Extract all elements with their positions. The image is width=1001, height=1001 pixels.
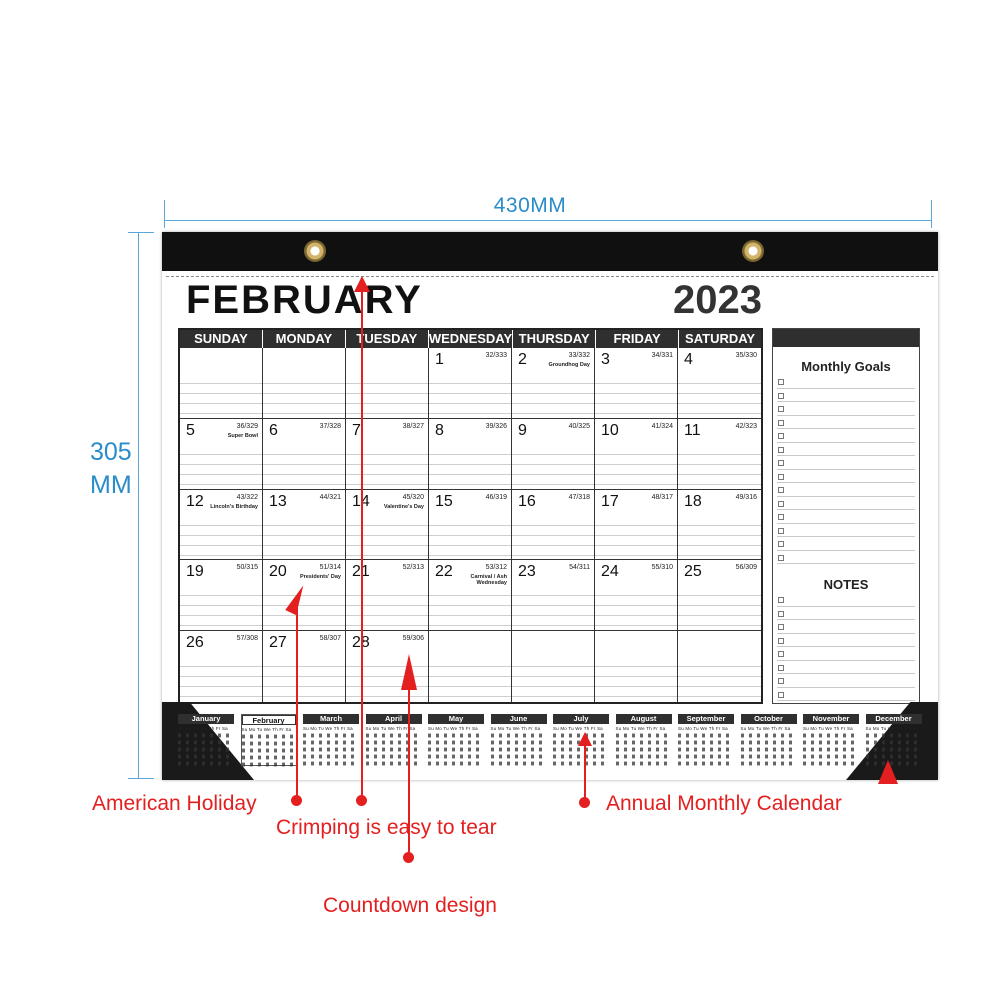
hanging-eyelet-icon (742, 240, 764, 262)
mini-day-row (741, 762, 797, 766)
mini-day-row (553, 748, 609, 752)
day-number: 17 (601, 492, 619, 510)
mini-day-row (741, 741, 797, 745)
mini-weekday-header: Su Mo Tu We Th Fr Sa (490, 726, 541, 731)
checkbox-icon[interactable] (778, 528, 784, 534)
corner-arrow-icon (878, 760, 898, 784)
writing-line[interactable] (777, 470, 915, 484)
mini-day-row (866, 748, 922, 752)
checkbox-icon[interactable] (778, 638, 784, 644)
mini-day-row (178, 762, 234, 766)
mini-weekday-header: Su Mo Tu We Th Fr Sa (365, 726, 416, 731)
countdown-text: 45/320 (402, 493, 424, 501)
day-cell-header (678, 631, 761, 657)
mini-weekday-header: Su Mo Tu We Th Fr Sa (303, 726, 353, 731)
height-dimension-label (90, 436, 152, 502)
mini-day-rows (491, 732, 547, 767)
day-cell[interactable] (512, 560, 595, 631)
checkbox-icon[interactable] (778, 474, 784, 480)
day-number: 22 (435, 563, 453, 581)
mini-day-row (553, 755, 609, 759)
day-cell[interactable] (678, 490, 761, 561)
mini-day-row (678, 762, 734, 766)
writing-line[interactable] (777, 389, 915, 403)
mini-day-row (678, 741, 734, 745)
day-cell-header (595, 631, 677, 657)
day-number: 9 (518, 421, 527, 439)
day-cell[interactable] (595, 560, 678, 631)
mini-day-rows (616, 732, 672, 767)
day-cell[interactable] (346, 490, 429, 561)
holiday-text: Groundhog Day (548, 362, 590, 368)
writing-line[interactable] (777, 456, 915, 470)
mini-day-row (803, 741, 859, 745)
mini-day-row (303, 755, 359, 759)
writing-line[interactable] (777, 661, 915, 675)
day-cell[interactable] (346, 560, 429, 631)
mini-day-row (491, 762, 547, 766)
american-holiday-label: American Holiday (92, 792, 257, 815)
day-cell-header (180, 348, 262, 374)
writing-line[interactable] (777, 402, 915, 416)
writing-line[interactable] (777, 537, 915, 551)
day-number: 6 (269, 421, 278, 439)
countdown-text: 48/317 (651, 493, 673, 501)
day-cell[interactable] (678, 631, 761, 702)
holiday-marker-dot (291, 795, 302, 806)
weekday-header: SATURDAY (679, 330, 761, 348)
day-number: 14 (352, 492, 370, 510)
mini-weekday-header: Su Mo Tu We Th Fr Sa (865, 726, 916, 731)
mini-day-row (741, 734, 797, 738)
day-number: 10 (601, 421, 619, 439)
countdown-text: 58/307 (319, 635, 341, 643)
height-dimension-unit: MM (90, 471, 132, 499)
countdown-text: 32/333 (485, 352, 507, 359)
day-cell[interactable] (180, 419, 263, 490)
hanging-eyelet-icon (304, 240, 326, 262)
crimping-marker-dot (356, 795, 367, 806)
checkbox-icon[interactable] (778, 624, 784, 630)
mini-day-row (303, 734, 359, 738)
mini-month-calendar (678, 714, 734, 767)
annual-marker-line (584, 740, 586, 802)
checkbox-icon[interactable] (778, 692, 784, 698)
day-cell[interactable] (595, 631, 678, 702)
weekday-header: WEDNESDAY (428, 331, 513, 346)
mini-day-rows (366, 732, 422, 767)
countdown-marker-dot (403, 852, 414, 863)
mini-day-row (178, 734, 234, 738)
checkbox-icon[interactable] (778, 541, 784, 547)
mini-day-row (553, 762, 609, 766)
goals-lines (777, 375, 915, 564)
writing-line[interactable] (777, 524, 915, 538)
writing-line[interactable] (777, 416, 915, 430)
countdown-text: 57/308 (236, 635, 258, 643)
day-cell[interactable] (512, 419, 595, 490)
mini-day-row (242, 756, 296, 760)
day-cell[interactable] (263, 490, 346, 561)
mini-day-row (366, 762, 422, 766)
weekday-header: TUESDAY (346, 330, 429, 348)
weekday-header: SUNDAY (180, 330, 263, 348)
day-cell[interactable] (595, 490, 678, 561)
mini-day-row (678, 734, 734, 738)
day-cell[interactable] (512, 631, 595, 702)
writing-line[interactable] (777, 593, 915, 607)
day-cell[interactable] (180, 631, 263, 702)
mini-day-row (616, 755, 672, 759)
mini-month-name: May (428, 714, 484, 724)
mini-day-row (803, 755, 859, 759)
mini-day-row (491, 755, 547, 759)
mini-month-name: March (303, 714, 359, 724)
mini-day-row (366, 741, 422, 745)
mini-weekday-header: Su Mo Tu We Th Fr Sa (740, 726, 791, 731)
day-number: 16 (518, 492, 536, 510)
countdown-text: 41/324 (651, 422, 673, 430)
checkbox-icon[interactable] (778, 501, 784, 507)
mini-day-row (491, 741, 547, 745)
day-cell-header (263, 348, 345, 374)
countdown-label: Countdown design (323, 894, 497, 917)
countdown-text: 35/330 (735, 352, 757, 359)
writing-line[interactable] (777, 647, 915, 661)
mini-month-name: October (741, 714, 797, 724)
width-dimension-tick-left (164, 200, 165, 228)
checkbox-icon[interactable] (778, 555, 784, 561)
countdown-text: 50/315 (236, 564, 258, 572)
mini-month-calendar (428, 714, 484, 767)
mini-month-name: December (866, 714, 922, 724)
crimping-label: Crimping is easy to tear (276, 816, 497, 839)
countdown-text: 38/327 (402, 422, 424, 430)
countdown-text: 39/326 (485, 422, 507, 430)
mini-month-name: April (366, 714, 422, 724)
checkbox-icon[interactable] (778, 597, 784, 603)
width-dimension-label: 430MM (493, 194, 567, 217)
writing-line[interactable] (777, 551, 915, 565)
checkbox-icon[interactable] (778, 447, 784, 453)
mini-month-name: September (678, 714, 734, 724)
checkbox-icon[interactable] (778, 514, 784, 520)
writing-line[interactable] (777, 607, 915, 621)
day-cell[interactable] (429, 490, 512, 561)
countdown-text: 34/331 (651, 352, 673, 359)
mini-day-rows (428, 732, 484, 767)
countdown-text: 56/309 (735, 564, 757, 572)
countdown-text: 53/312 (485, 564, 507, 572)
mini-day-row (242, 763, 296, 767)
day-cell[interactable] (595, 419, 678, 490)
mini-day-row (803, 762, 859, 766)
mini-day-row (303, 741, 359, 745)
day-number: 2 (518, 351, 527, 368)
checkbox-icon[interactable] (778, 487, 784, 493)
annual-arrow-icon (578, 732, 592, 746)
mini-day-row (678, 755, 734, 759)
countdown-text: 42/323 (735, 422, 757, 430)
side-panel-header (773, 329, 919, 347)
day-cell[interactable] (346, 419, 429, 490)
mini-day-row (366, 755, 422, 759)
checkbox-icon[interactable] (778, 433, 784, 439)
notes-title: NOTES (823, 577, 869, 592)
holiday-text: Lincoln's Birthday (210, 503, 258, 510)
day-cell[interactable] (263, 348, 346, 419)
mini-day-rows (678, 732, 734, 767)
countdown-text: 52/313 (402, 564, 424, 572)
day-number: 19 (186, 563, 204, 581)
weekday-header-row (180, 330, 761, 348)
height-dimension-tick-top (128, 232, 154, 233)
day-number: 8 (435, 421, 444, 439)
day-number: 24 (601, 563, 619, 581)
day-cell[interactable] (678, 348, 761, 419)
crimping-marker-line (361, 285, 363, 800)
day-cell-header (512, 631, 594, 657)
mini-day-row (741, 755, 797, 759)
writing-line[interactable] (777, 497, 915, 511)
writing-line[interactable] (777, 375, 915, 389)
checkbox-icon[interactable] (778, 379, 784, 385)
day-cell-header (429, 631, 511, 657)
day-number: 13 (269, 492, 287, 510)
mini-month-calendar (803, 714, 859, 767)
mini-day-row (303, 762, 359, 766)
mini-month-name: July (553, 714, 609, 724)
checkbox-icon[interactable] (778, 393, 784, 399)
countdown-text: 47/318 (568, 493, 590, 501)
mini-day-row (242, 735, 296, 739)
mini-month-name: November (803, 714, 859, 724)
mini-day-row (616, 748, 672, 752)
mini-day-row (242, 742, 296, 746)
day-cell[interactable] (512, 490, 595, 561)
mini-day-row (803, 748, 859, 752)
writing-line[interactable] (777, 634, 915, 648)
mini-day-rows (178, 732, 234, 767)
mini-day-row (678, 748, 734, 752)
mini-month-calendar (241, 714, 297, 766)
checkbox-icon[interactable] (778, 678, 784, 684)
day-number: 1 (435, 351, 444, 368)
notes-lines (777, 593, 915, 701)
checkbox-icon[interactable] (778, 611, 784, 617)
day-number: 7 (352, 421, 361, 439)
mini-weekday-header: Su Mo Tu We Th Fr Sa (178, 726, 228, 731)
countdown-text: 54/311 (569, 564, 590, 572)
day-cell[interactable] (429, 419, 512, 490)
day-cell[interactable] (678, 560, 761, 631)
countdown-text: 46/319 (485, 493, 507, 501)
mini-month-calendar (178, 714, 234, 767)
annual-calendar-label: Annual Monthly Calendar (606, 792, 842, 815)
countdown-text: 55/310 (651, 564, 673, 572)
countdown-text: 51/314 (319, 564, 341, 572)
weekday-header: THURSDAY (513, 330, 596, 348)
mini-day-row (491, 734, 547, 738)
mini-day-row (242, 749, 296, 753)
mini-day-row (616, 741, 672, 745)
year-title: 2023 (673, 278, 762, 322)
month-title: FEBRUARY (186, 278, 423, 322)
day-number: 26 (186, 634, 204, 652)
writing-line[interactable] (777, 620, 915, 634)
day-cell[interactable] (263, 631, 346, 702)
day-number: 21 (352, 563, 370, 581)
day-number: 11 (684, 421, 701, 439)
mini-weekday-header: Su Mo Tu We Th Fr Sa (678, 726, 728, 731)
writing-line[interactable] (777, 510, 915, 524)
mini-month-name: August (616, 714, 672, 724)
mini-day-row (616, 762, 672, 766)
perforation-line (166, 276, 934, 277)
mini-month-calendar (616, 714, 672, 767)
mini-month-name: June (491, 714, 547, 724)
day-cell[interactable] (429, 560, 512, 631)
mini-weekday-header: Su Mo Tu We Th Fr Sa (553, 726, 603, 731)
mini-month-calendar (491, 714, 547, 767)
countdown-text: 43/322 (236, 493, 258, 501)
countdown-text: 33/332 (568, 352, 590, 359)
day-cell[interactable] (595, 348, 678, 419)
holiday-text: Super Bowl (227, 432, 258, 439)
weekday-header: FRIDAY (596, 330, 679, 348)
day-cell[interactable] (429, 348, 512, 419)
mini-day-row (491, 748, 547, 752)
mini-month-calendar (741, 714, 797, 767)
mini-weekday-header: Su Mo Tu We Th Fr Sa (428, 726, 478, 731)
mini-day-row (866, 741, 922, 745)
mini-day-row (866, 734, 922, 738)
day-cell[interactable] (180, 560, 263, 631)
mini-day-row (428, 755, 484, 759)
mini-day-row (178, 755, 234, 759)
mini-weekday-header: Su Mo Tu We Th Fr Sa (241, 727, 292, 732)
countdown-text: 40/325 (568, 422, 590, 430)
day-cell[interactable] (346, 348, 429, 419)
mini-weekday-header: Su Mo Tu We Th Fr Sa (803, 726, 853, 731)
side-panel (772, 328, 920, 704)
holiday-text: Carnival / Ash Wednesday (470, 574, 507, 587)
day-number: 25 (684, 563, 702, 581)
day-number: 27 (269, 634, 287, 652)
mini-month-name: February (242, 715, 296, 725)
holiday-text: Presidents' Day (299, 574, 341, 581)
day-number: 20 (269, 563, 287, 581)
mini-day-row (866, 755, 922, 759)
writing-line[interactable] (777, 429, 915, 443)
width-dimension-tick-right (931, 200, 932, 228)
countdown-text: 44/321 (319, 493, 341, 501)
day-number: 3 (601, 351, 610, 368)
day-number: 28 (352, 634, 370, 652)
height-dimension-line (138, 232, 139, 779)
mini-day-row (303, 748, 359, 752)
crimping-arrow-icon (354, 276, 370, 292)
weekday-header: MONDAY (263, 330, 346, 348)
calendar-sheet (162, 232, 938, 780)
binding-bar (162, 232, 938, 271)
mini-day-row (366, 734, 422, 738)
monthly-goals-title: Monthly Goals (801, 359, 891, 374)
mini-day-row (803, 734, 859, 738)
mini-day-row (178, 741, 234, 745)
weeks-container (180, 348, 761, 702)
mini-day-row (741, 748, 797, 752)
mini-day-row (616, 734, 672, 738)
writing-line[interactable] (777, 674, 915, 688)
mini-day-rows (303, 732, 359, 767)
mini-day-rows (741, 732, 797, 767)
countdown-text: 37/328 (319, 422, 341, 430)
mini-day-row (366, 748, 422, 752)
height-dimension-tick-bottom (128, 778, 154, 779)
mini-day-row (178, 748, 234, 752)
holiday-text: Valentine's Day (383, 503, 424, 510)
countdown-text: 36/329 (236, 422, 258, 430)
mini-day-rows (803, 732, 859, 767)
checkbox-icon[interactable] (778, 406, 784, 412)
checkbox-icon[interactable] (778, 460, 784, 466)
writing-line[interactable] (777, 688, 915, 702)
day-number: 15 (435, 492, 453, 510)
month-grid (178, 328, 763, 704)
countdown-text: 49/316 (735, 493, 757, 501)
mini-day-row (428, 748, 484, 752)
day-cell[interactable] (429, 631, 512, 702)
countdown-text: 59/306 (402, 635, 424, 643)
mini-day-row (428, 734, 484, 738)
mini-weekday-header: Su Mo Tu We Th Fr Sa (615, 726, 666, 731)
writing-line[interactable] (777, 443, 915, 457)
mini-month-calendar (303, 714, 359, 767)
day-number: 18 (684, 492, 702, 510)
mini-month-calendar (366, 714, 422, 767)
day-cell[interactable] (180, 490, 263, 561)
day-cell[interactable] (180, 348, 263, 419)
checkbox-icon[interactable] (778, 420, 784, 426)
mini-day-rows (242, 733, 296, 768)
checkbox-icon[interactable] (778, 665, 784, 671)
writing-line[interactable] (777, 483, 915, 497)
mini-day-row (428, 741, 484, 745)
holiday-marker-line (296, 600, 298, 800)
day-number: 5 (186, 421, 195, 439)
checkbox-icon[interactable] (778, 651, 784, 657)
day-number: 23 (518, 563, 536, 581)
day-cell[interactable] (263, 419, 346, 490)
day-number: 4 (684, 351, 693, 368)
height-dimension-value: 305 (90, 438, 132, 466)
day-number: 12 (186, 492, 204, 510)
mini-month-name: January (178, 714, 234, 724)
mini-day-row (428, 762, 484, 766)
countdown-arrow-icon (401, 654, 417, 690)
day-cell[interactable] (678, 419, 761, 490)
width-dimension-line (164, 220, 932, 221)
day-cell-header (346, 348, 428, 374)
annual-marker-dot (579, 797, 590, 808)
day-cell[interactable] (512, 348, 595, 419)
